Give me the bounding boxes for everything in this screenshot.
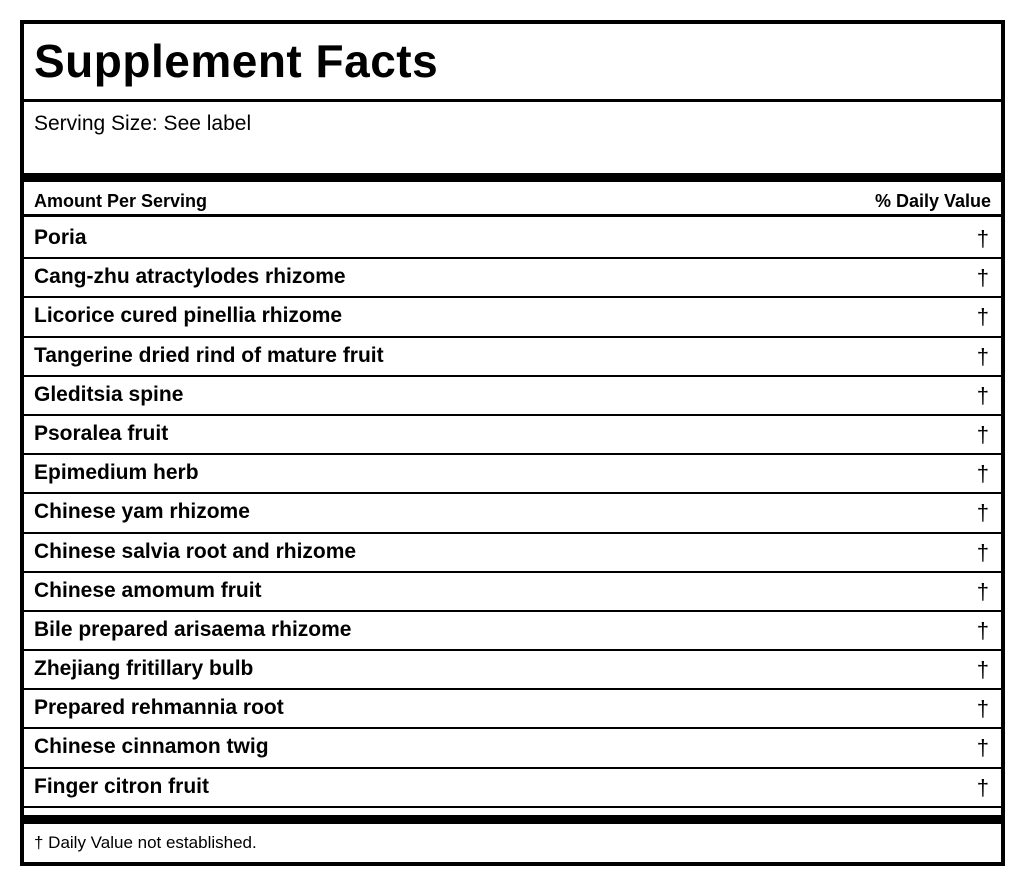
ingredient-name: Gleditsia spine (34, 382, 184, 406)
daily-value-dagger: † (976, 617, 989, 643)
ingredient-name: Chinese cinnamon twig (34, 735, 269, 759)
column-header-row (24, 182, 1001, 217)
ingredient-name: Tangerine dried rind of mature fruit (34, 343, 384, 367)
ingredient-row (24, 338, 1001, 377)
ingredient-name: Licorice cured pinellia rhizome (34, 304, 343, 328)
ingredient-row (24, 494, 1001, 533)
ingredient-row (24, 612, 1001, 651)
daily-value-dagger: † (976, 539, 989, 565)
daily-value-header: % Daily Value (874, 191, 991, 211)
ingredient-name: Zhejiang fritillary bulb (34, 657, 254, 681)
daily-value-dagger: † (976, 226, 989, 251)
ingredient-name: Finger citron fruit (34, 774, 209, 798)
ingredient-row (24, 377, 1001, 416)
ingredient-name: Cang-zhu atractylodes rhizome (34, 265, 346, 289)
daily-value-dagger: † (976, 657, 989, 683)
daily-value-dagger: † (976, 774, 989, 800)
ingredient-row (24, 573, 1001, 612)
amount-per-serving-header: Amount Per Serving (34, 191, 208, 211)
top-divider-bar (24, 173, 1001, 182)
ingredient-row (24, 651, 1001, 690)
daily-value-dagger: † (976, 735, 989, 761)
daily-value-dagger: † (976, 265, 989, 291)
ingredient-row (24, 416, 1001, 455)
ingredient-list (24, 220, 1001, 808)
daily-value-dagger: † (976, 500, 989, 526)
ingredient-name: Poria (34, 226, 87, 249)
ingredient-row (24, 690, 1001, 729)
ingredient-row (24, 259, 1001, 298)
ingredient-name: Prepared rehmannia root (34, 696, 284, 720)
daily-value-dagger: † (976, 421, 989, 447)
supplement-facts-panel (20, 20, 1005, 866)
ingredient-name: Chinese amomum fruit (34, 578, 262, 602)
daily-value-dagger: † (976, 696, 989, 722)
daily-value-dagger: † (976, 343, 989, 369)
daily-value-dagger: † (976, 461, 989, 487)
ingredient-row (24, 729, 1001, 768)
ingredient-name: Chinese salvia root and rhizome (34, 539, 357, 563)
footnote: † Daily Value not established. (34, 833, 257, 852)
ingredient-row (24, 220, 1001, 259)
ingredient-row (24, 455, 1001, 494)
ingredient-name: Bile prepared arisaema rhizome (34, 617, 352, 641)
daily-value-dagger: † (976, 304, 989, 330)
title-row (24, 24, 1001, 102)
ingredient-name: Chinese yam rhizome (34, 500, 250, 524)
daily-value-dagger: † (976, 382, 989, 408)
ingredient-name: Psoralea fruit (34, 421, 169, 445)
ingredient-name: Epimedium herb (34, 461, 199, 485)
ingredient-row (24, 534, 1001, 573)
serving-size: Serving Size: See label (34, 112, 252, 135)
panel-title: Supplement Facts (34, 35, 439, 87)
daily-value-dagger: † (976, 578, 989, 604)
ingredient-row (24, 298, 1001, 337)
ingredient-row (24, 769, 1001, 808)
bottom-divider-bar (24, 815, 1001, 824)
